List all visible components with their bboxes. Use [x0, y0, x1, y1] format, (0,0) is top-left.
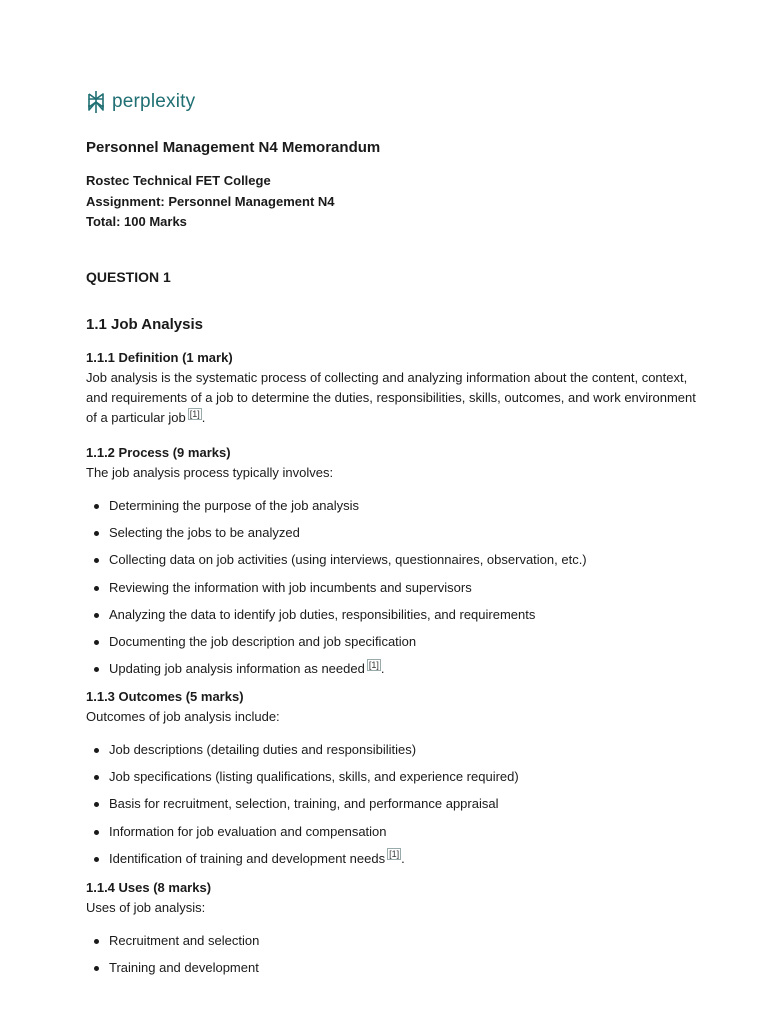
outcomes-intro: Outcomes of job analysis include: [86, 709, 280, 724]
college-name: Rostec Technical FET College [86, 173, 271, 188]
list-item: Training and development [86, 958, 696, 985]
citation-link[interactable]: [1] [368, 659, 379, 670]
list-item: Reviewing the information with job incumbents and supervisors [86, 578, 696, 605]
brand-logo[interactable] [86, 90, 195, 114]
list-item: Recruitment and selection [86, 931, 696, 958]
list-item: Job descriptions (detailing duties and responsibilities) [86, 740, 696, 767]
list-item: Documenting the job description and job specification [86, 632, 696, 659]
list-item: Selecting the jobs to be analyzed [86, 523, 696, 550]
process-list [86, 496, 696, 686]
uses-list [86, 931, 696, 985]
outcomes-block [86, 687, 696, 727]
document-title: Personnel Management N4 Memorandum [86, 139, 381, 156]
list-item: Job specifications (listing qualifications, skills, and experience required) [86, 767, 696, 794]
definition-text: Job analysis is the systematic process of collecting and analyzing information about the content, context, and requirements of a job to determine the duties, responsibilities, skills, outcomes, and work environment of a particular job [1] . [86, 370, 696, 425]
process-heading: 1.1.2 Process (9 marks) [86, 445, 231, 460]
uses-heading: 1.1.4 Uses (8 marks) [86, 880, 212, 895]
definition-block [86, 348, 696, 428]
perplexity-logo-icon [86, 90, 106, 114]
citation-link[interactable]: [1] [389, 849, 400, 860]
process-intro: The job analysis process typically involves: [86, 465, 334, 480]
list-item: Analyzing the data to identify job duties, responsibilities, and requirements [86, 605, 696, 632]
list-item: Collecting data on job activities (using interviews, questionnaires, observation, etc.) [86, 550, 696, 577]
total-marks: Total: 100 Marks [86, 214, 187, 229]
outcomes-list [86, 740, 696, 876]
question-heading: QUESTION 1 [86, 269, 171, 285]
brand-name: perplexity [112, 91, 196, 112]
uses-intro: Uses of job analysis: [86, 900, 206, 915]
document-meta [86, 171, 335, 233]
process-block [86, 443, 696, 483]
section-heading: 1.1 Job Analysis [86, 316, 203, 333]
list-item: Basis for recruitment, selection, training, and performance appraisal [86, 794, 696, 821]
assignment-name: Assignment: Personnel Management N4 [86, 193, 335, 209]
list-item: Information for job evaluation and compensation [86, 822, 696, 849]
list-item: Identification of training and development needs [1] . [86, 849, 696, 876]
outcomes-heading: 1.1.3 Outcomes (5 marks) [86, 689, 244, 704]
citation-link[interactable]: [1] [189, 408, 200, 419]
list-item: Updating job analysis information as needed [1] . [86, 659, 696, 686]
definition-heading: 1.1.1 Definition (1 mark) [86, 350, 233, 365]
uses-block [86, 878, 696, 918]
list-item: Determining the purpose of the job analysis [86, 496, 696, 523]
